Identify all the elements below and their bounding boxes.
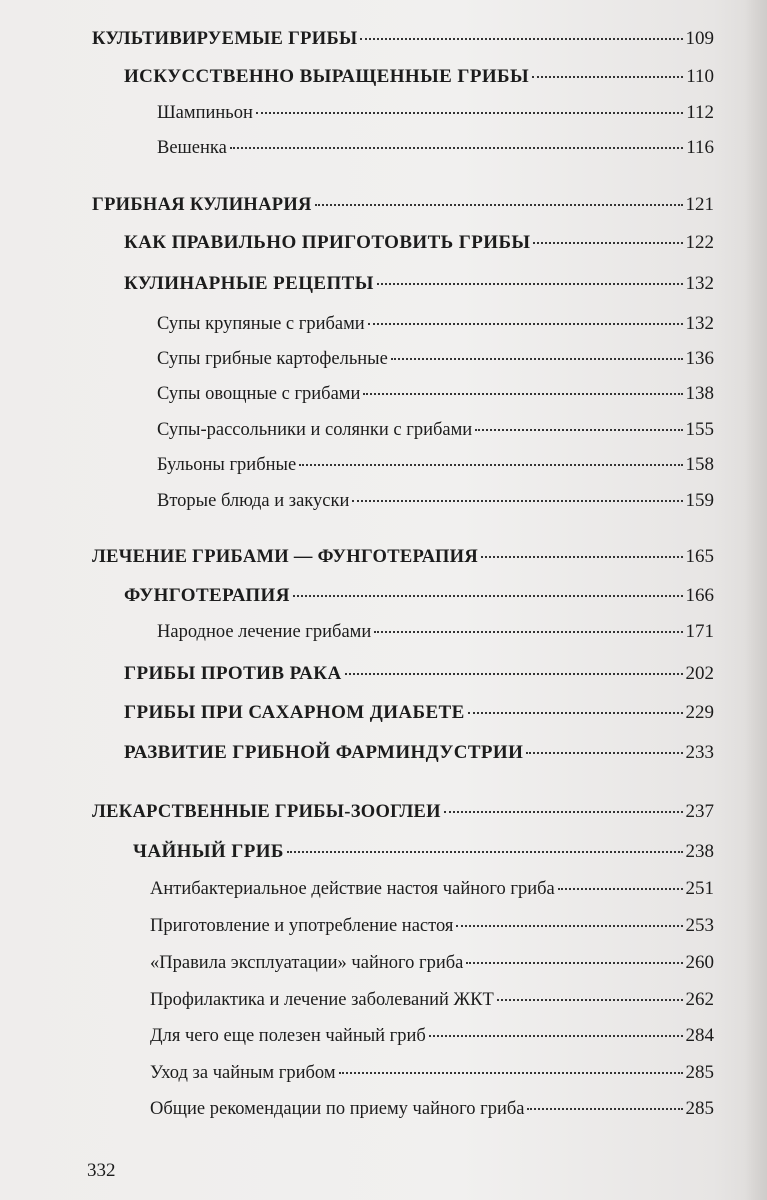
- toc-entry: [150, 1062, 714, 1092]
- toc-entry-page: 251: [685, 878, 714, 899]
- toc-entry-page: 112: [686, 102, 714, 123]
- toc-entry-title: Бульоны грибные: [157, 455, 297, 475]
- toc-entry-title: Приготовление и употребление настоя: [150, 916, 454, 936]
- toc-entry-title: ЧАЙНЫЙ ГРИБ: [133, 841, 284, 862]
- toc-entry-page: 155: [685, 419, 714, 440]
- toc-entry: [157, 313, 714, 343]
- toc-entry-page: 166: [685, 585, 714, 606]
- toc-entry: [124, 585, 714, 615]
- toc-entry-title: ГРИБЫ ПРОТИВ РАКА: [124, 663, 342, 684]
- toc-entry: [157, 137, 714, 167]
- toc-entry: [150, 1098, 714, 1128]
- toc-entry-page: 253: [685, 915, 714, 936]
- toc-entry: [157, 383, 714, 413]
- toc-entry-title: ЛЕЧЕНИЕ ГРИБАМИ — ФУНГОТЕРАПИЯ: [92, 547, 478, 567]
- dot-leader: [456, 925, 682, 927]
- toc-entry-title: Вторые блюда и закуски: [157, 491, 350, 511]
- dot-leader: [230, 147, 683, 149]
- toc-entry-title: РАЗВИТИЕ ГРИБНОЙ ФАРМИНДУСТРИИ: [124, 742, 524, 763]
- toc-entry-page: 122: [685, 232, 714, 253]
- toc-entry-title: Народное лечение грибами: [157, 622, 372, 642]
- toc-entry-page: 202: [685, 663, 714, 684]
- dot-leader: [533, 242, 682, 244]
- toc-entry-page: 132: [685, 273, 714, 294]
- dot-leader: [345, 673, 683, 675]
- dot-leader: [368, 323, 683, 325]
- toc-entry-title: ИСКУССТВЕННО ВЫРАЩЕННЫЕ ГРИБЫ: [124, 66, 530, 87]
- toc-entry: [92, 546, 714, 576]
- toc-entry: [124, 273, 714, 303]
- toc-entry: [150, 989, 714, 1019]
- toc-entry: [92, 194, 714, 224]
- toc-entry-title: ГРИБЫ ПРИ САХАРНОМ ДИАБЕТЕ: [124, 702, 465, 723]
- dot-leader: [299, 464, 682, 466]
- dot-leader: [315, 204, 683, 206]
- dot-leader: [339, 1072, 683, 1074]
- toc-entry-page: 238: [685, 841, 714, 862]
- toc-entry-page: 285: [685, 1098, 714, 1119]
- toc-entry-page: 109: [685, 28, 714, 49]
- toc-entry: [150, 952, 714, 982]
- toc-entry-page: 285: [685, 1062, 714, 1083]
- toc-entry: [157, 454, 714, 484]
- dot-leader: [352, 500, 682, 502]
- toc-entry: [150, 915, 714, 945]
- dot-leader: [444, 811, 683, 813]
- toc-entry-title: Супы овощные с грибами: [157, 384, 361, 404]
- dot-leader: [374, 631, 682, 633]
- toc-entry: [157, 348, 714, 378]
- toc-entry-page: 165: [685, 546, 714, 567]
- toc-entry: [157, 102, 714, 132]
- toc-entry-page: 110: [686, 66, 714, 87]
- toc-entry-page: 262: [685, 989, 714, 1010]
- toc-entry-page: 171: [685, 621, 714, 642]
- toc-entry-title: ЛЕКАРСТВЕННЫЕ ГРИБЫ-ЗООГЛЕИ: [92, 802, 441, 822]
- toc-entry-title: Общие рекомендации по приему чайного гриба: [150, 1099, 525, 1119]
- toc-entry-title: ФУНГОТЕРАПИЯ: [124, 585, 290, 606]
- dot-leader: [481, 556, 683, 558]
- dot-leader: [497, 999, 683, 1001]
- toc-entry-title: КАК ПРАВИЛЬНО ПРИГОТОВИТЬ ГРИБЫ: [124, 232, 531, 253]
- toc-entry-title: Антибактериальное действие настоя чайного гриба: [150, 879, 555, 899]
- toc-entry-page: 136: [685, 348, 714, 369]
- toc-entry: [124, 702, 714, 732]
- toc-entry: [157, 419, 714, 449]
- dot-leader: [363, 393, 682, 395]
- toc-entry: [150, 1025, 714, 1055]
- dot-leader: [377, 283, 683, 285]
- toc-entry-title: Профилактика и лечение заболеваний ЖКТ: [150, 990, 494, 1010]
- dot-leader: [527, 1108, 682, 1110]
- dot-leader: [293, 595, 683, 597]
- dot-leader: [468, 712, 683, 714]
- dot-leader: [360, 38, 682, 40]
- dot-leader: [391, 358, 683, 360]
- toc-entry-page: 132: [685, 313, 714, 334]
- toc-entry-title: Супы крупяные с грибами: [157, 314, 365, 334]
- dot-leader: [256, 112, 683, 114]
- toc-entry-page: 121: [685, 194, 714, 215]
- dot-leader: [475, 429, 682, 431]
- dot-leader: [526, 752, 682, 754]
- toc-entry-title: Супы грибные картофельные: [157, 349, 388, 369]
- toc-entry-page: 229: [685, 702, 714, 723]
- toc-entry-title: Для чего еще полезен чайный гриб: [150, 1026, 426, 1046]
- toc-entry-page: 116: [686, 137, 714, 158]
- toc-entry: [124, 663, 714, 693]
- page-number: 332: [87, 1160, 116, 1181]
- toc-entry: [157, 490, 714, 520]
- dot-leader: [429, 1035, 683, 1037]
- toc-entry-title: КУЛЬТИВИРУЕМЫЕ ГРИБЫ: [92, 29, 358, 49]
- dot-leader: [466, 962, 682, 964]
- toc-entry: [157, 621, 714, 651]
- toc-entry-page: 237: [685, 801, 714, 822]
- toc-entry: [150, 878, 714, 908]
- toc-entry-title: «Правила эксплуатации» чайного гриба: [150, 953, 464, 973]
- toc-entry-title: Вешенка: [157, 138, 227, 158]
- toc-entry-title: Уход за чайным грибом: [150, 1063, 336, 1083]
- toc-entry-title: Шампиньон: [157, 103, 253, 123]
- toc-entry: [133, 841, 714, 871]
- toc-entry: [124, 742, 714, 772]
- toc-entry-page: 159: [685, 490, 714, 511]
- toc-entry-title: КУЛИНАРНЫЕ РЕЦЕПТЫ: [124, 273, 374, 294]
- toc-entry-title: ГРИБНАЯ КУЛИНАРИЯ: [92, 195, 312, 215]
- toc-entry-page: 158: [685, 454, 714, 475]
- toc-entry: [124, 232, 714, 262]
- toc-entry-page: 260: [685, 952, 714, 973]
- dot-leader: [558, 888, 683, 890]
- toc-entry-page: 138: [685, 383, 714, 404]
- toc-entry: [124, 66, 714, 96]
- toc-entry-title: Супы-рассольники и солянки с грибами: [157, 420, 473, 440]
- toc-entry: [92, 801, 714, 831]
- toc-entry-page: 233: [685, 742, 714, 763]
- dot-leader: [287, 851, 683, 853]
- dot-leader: [532, 76, 683, 78]
- toc-entry-page: 284: [685, 1025, 714, 1046]
- toc-entry: [92, 28, 714, 58]
